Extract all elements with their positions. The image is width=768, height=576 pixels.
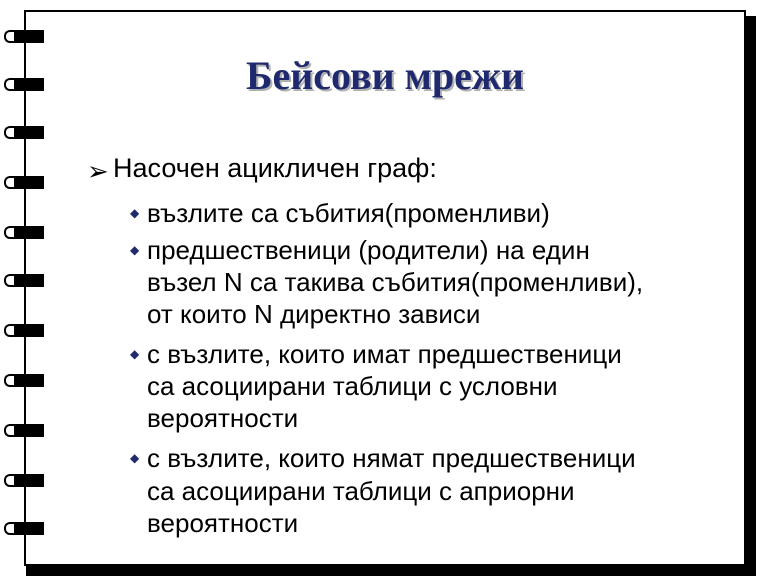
binder-ring [4, 226, 44, 239]
slide-title: Бейсови мрежи [246, 53, 524, 98]
diamond-bullet-icon: ◆ [130, 451, 140, 465]
sub-point-line: от които N директно зависи [147, 299, 481, 329]
main-point: Насочен ацикличен граф: [113, 153, 437, 183]
diamond-bullet-icon: ◆ [130, 243, 140, 257]
sub-point-line: с възлите, които имат предшественици [147, 339, 622, 369]
arrow-bullet-icon: ➢ [87, 156, 109, 186]
binder-ring [4, 30, 44, 43]
sub-point-line: предшественици (родители) на един [147, 235, 590, 265]
binder-ring [4, 374, 44, 387]
binder-ring [4, 324, 44, 337]
sub-point-line: вероятности [147, 403, 299, 433]
diamond-bullet-icon: ◆ [130, 347, 140, 361]
sub-point-line: възлите са събития(променливи) [147, 198, 550, 228]
binder-ring [4, 274, 44, 287]
diamond-bullet-icon: ◆ [130, 206, 140, 220]
binder-ring [4, 424, 44, 437]
sub-point-line: възел N са такива събития(променливи), [147, 267, 644, 297]
binder-ring [4, 126, 44, 139]
sub-point-line: са асоциирани таблици с априорни [147, 476, 575, 506]
binder-ring [4, 474, 44, 487]
sub-point-line: с възлите, които нямат предшественици [147, 443, 636, 473]
sub-point-line: вероятности [147, 508, 299, 538]
binder-ring [4, 522, 44, 535]
sub-point-line: са асоциирани таблици с условни [147, 371, 558, 401]
binder-ring [4, 176, 44, 189]
